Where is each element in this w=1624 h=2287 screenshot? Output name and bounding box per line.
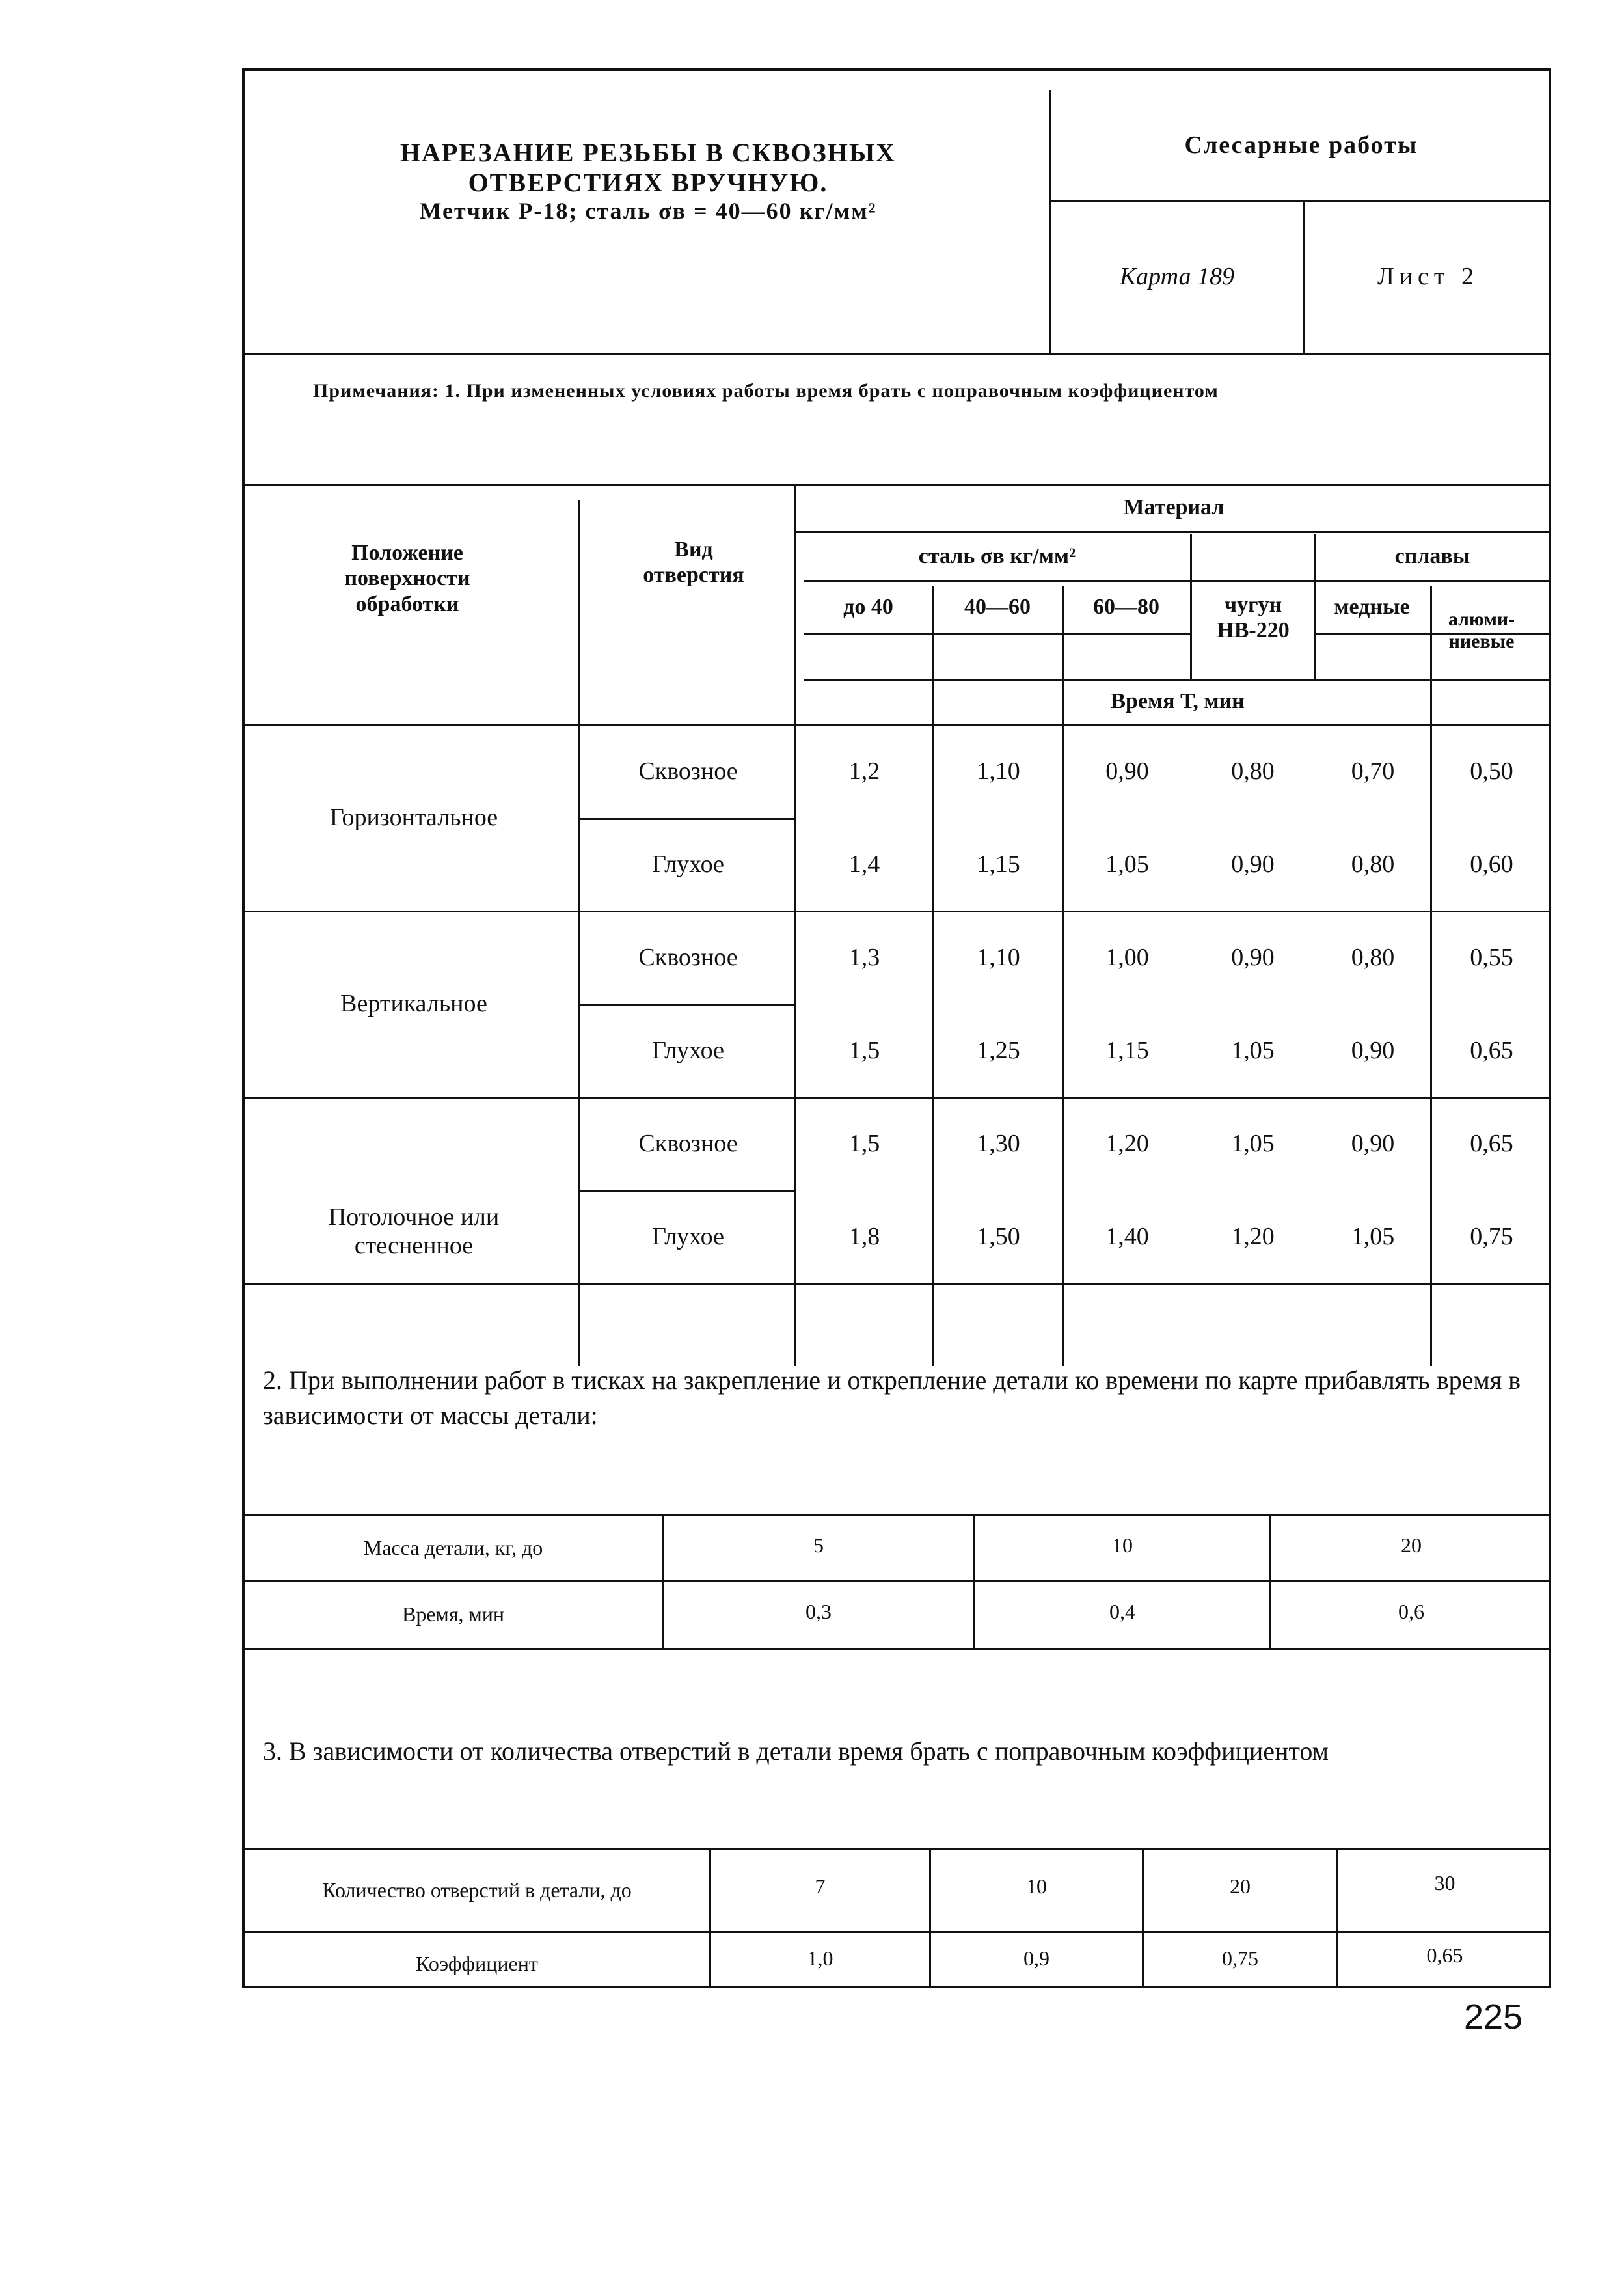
holes-value: 20 xyxy=(1230,1874,1251,1898)
hole-type: Сквозное xyxy=(638,944,738,972)
hole-type: Глухое xyxy=(652,1037,724,1065)
value-cell: 1,20 xyxy=(1105,1130,1149,1158)
col-position-header: Положение поверхности обработки xyxy=(344,541,470,616)
value-cell: 0,90 xyxy=(1231,944,1275,972)
title-line-1: НАРЕЗАНИЕ РЕЗЬБЫ В СКВОЗНЫХ xyxy=(399,138,897,168)
value-cell: 1,10 xyxy=(977,944,1020,972)
value-cell: 0,55 xyxy=(1470,944,1513,972)
material-header: Материал xyxy=(1123,495,1225,520)
note-1: Примечания: 1. При измененных условиях работы время брать с поправочным коэффициентом xyxy=(313,380,1219,402)
time-value: 0,6 xyxy=(1398,1600,1424,1624)
holes-label: Количество отверстий в детали, до xyxy=(322,1878,632,1902)
steel-sub-2: 40—60 xyxy=(964,595,1031,620)
title-line-3: Метчик Р-18; сталь σв = 40—60 кг/мм² xyxy=(419,198,877,225)
value-cell: 1,05 xyxy=(1231,1037,1275,1065)
value-cell: 1,40 xyxy=(1105,1223,1149,1251)
hole-type: Глухое xyxy=(652,1223,724,1251)
note-3: 3. В зависимости от количества отверстий в детали время брать с поправочным коэффициентом xyxy=(263,1736,1329,1766)
value-cell: 1,5 xyxy=(848,1037,880,1065)
holes-value: 30 xyxy=(1434,1871,1455,1895)
value-cell: 1,4 xyxy=(848,851,880,879)
time-header: Время Т, мин xyxy=(1111,689,1245,713)
coef-value: 1,0 xyxy=(807,1946,833,1970)
value-cell: 1,3 xyxy=(848,944,880,972)
value-cell: 0,80 xyxy=(1351,851,1395,879)
coef-value: 0,75 xyxy=(1222,1946,1258,1970)
value-cell: 1,05 xyxy=(1105,851,1149,879)
value-cell: 1,50 xyxy=(977,1223,1020,1251)
value-cell: 1,15 xyxy=(977,851,1020,879)
value-cell: 0,65 xyxy=(1470,1037,1513,1065)
steel-sub-1: до 40 xyxy=(843,595,893,620)
mass-value: 5 xyxy=(813,1533,824,1557)
time-value: 0,3 xyxy=(805,1600,832,1624)
value-cell: 0,60 xyxy=(1470,851,1513,879)
value-cell: 0,70 xyxy=(1351,757,1395,785)
time-value: 0,4 xyxy=(1109,1600,1135,1624)
card-sheet xyxy=(242,68,1551,1988)
value-cell: 0,65 xyxy=(1470,1130,1513,1158)
value-cell: 0,90 xyxy=(1231,851,1275,879)
value-cell: 0,80 xyxy=(1351,944,1395,972)
value-cell: 0,90 xyxy=(1351,1037,1395,1065)
value-cell: 1,25 xyxy=(977,1037,1020,1065)
coef-value: 0,65 xyxy=(1426,1943,1463,1967)
position-ceiling: Потолочное или стесненное xyxy=(328,1203,500,1259)
hole-type: Сквозное xyxy=(638,1130,738,1158)
value-cell: 0,90 xyxy=(1105,757,1149,785)
value-cell: 0,90 xyxy=(1351,1130,1395,1158)
value-cell: 1,05 xyxy=(1351,1223,1395,1251)
page-number: 225 xyxy=(1464,1997,1523,2036)
card-number: Карта 189 xyxy=(1119,263,1235,291)
position-vertical: Вертикальное xyxy=(340,990,487,1018)
hole-type: Сквозное xyxy=(638,757,738,785)
title-line-2: ОТВЕРСТИЯХ ВРУЧНУЮ. xyxy=(468,168,828,198)
value-cell: 1,10 xyxy=(977,757,1020,785)
value-cell: 1,5 xyxy=(848,1130,880,1158)
note-2: 2. При выполнении работ в тисках на закрепление и открепление детали ко времени по карте прибавлять время в зависимости от массы детали: xyxy=(263,1365,1521,1430)
value-cell: 1,30 xyxy=(977,1130,1020,1158)
value-cell: 1,8 xyxy=(848,1223,880,1251)
cast-iron-header: чугун НВ-220 xyxy=(1217,592,1290,642)
holes-value: 7 xyxy=(815,1874,826,1898)
value-cell: 1,05 xyxy=(1231,1130,1275,1158)
aluminum-header: алюми-ниевые xyxy=(1448,608,1515,652)
position-horizontal: Горизонтальное xyxy=(329,803,498,831)
col-hole-header: Вид отверстия xyxy=(643,537,744,587)
value-cell: 0,80 xyxy=(1231,757,1275,785)
mass-value: 20 xyxy=(1401,1533,1422,1557)
value-cell: 1,20 xyxy=(1231,1223,1275,1251)
copper-header: медные xyxy=(1334,595,1410,620)
alloys-header: сплавы xyxy=(1394,544,1470,569)
holes-value: 10 xyxy=(1026,1874,1047,1898)
time-label: Время, мин xyxy=(401,1602,504,1626)
hole-type: Глухое xyxy=(652,851,724,879)
sheet-number: Лист 2 xyxy=(1377,263,1480,291)
coef-label: Коэффициент xyxy=(416,1951,538,1975)
steel-header: сталь σв кг/мм² xyxy=(918,544,1076,569)
mass-value: 10 xyxy=(1112,1533,1133,1557)
value-cell: 1,2 xyxy=(848,757,880,785)
card-title xyxy=(284,110,1012,253)
value-cell: 0,75 xyxy=(1470,1223,1513,1251)
value-cell: 0,50 xyxy=(1470,757,1513,785)
value-cell: 1,15 xyxy=(1105,1037,1149,1065)
mass-label: Масса детали, кг, до xyxy=(363,1535,543,1559)
steel-sub-3: 60—80 xyxy=(1093,595,1159,620)
coef-value: 0,9 xyxy=(1023,1946,1049,1970)
section-name: Слесарные работы xyxy=(1184,131,1418,159)
value-cell: 1,00 xyxy=(1105,944,1149,972)
